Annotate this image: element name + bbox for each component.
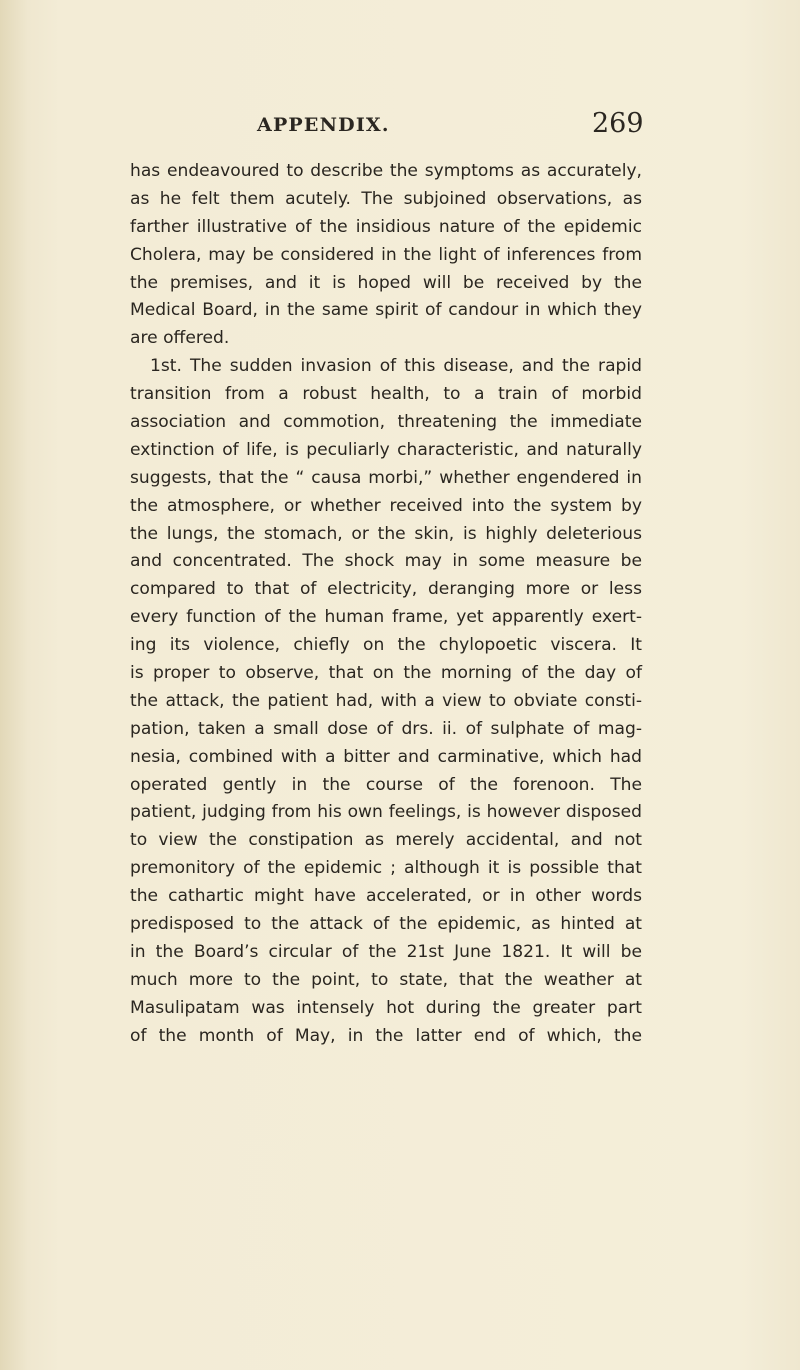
text-line: to view the constipation as merely accidental, and not bbox=[130, 830, 642, 851]
text-line: ing its violence, chiefly on the chylopoetic viscera. It bbox=[130, 635, 642, 656]
text-line: nesia, combined with a bitter and carminative, which had bbox=[130, 746, 642, 767]
text-line: extinction of life, is peculiarly characteristic, and naturally bbox=[130, 439, 642, 460]
text-line: pation, taken a small dose of drs. ii. of sulphate of mag- bbox=[130, 718, 642, 739]
text-line: and concentrated. The shock may in some measure be bbox=[130, 551, 642, 572]
text-line: Masulipatam was intensely hot during the greater part bbox=[130, 997, 642, 1018]
text-line: patient, judging from his own feelings, is however disposed bbox=[130, 802, 642, 823]
text-line: premonitory of the epidemic ; although it is possible that bbox=[130, 858, 642, 879]
text-line: has endeavoured to describe the symptoms as accurately, bbox=[130, 161, 642, 181]
text-line: as he felt them acutely. The subjoined observations, as bbox=[130, 188, 642, 209]
text-line: much more to the point, to state, that the weather at bbox=[130, 969, 642, 990]
page-header bbox=[0, 108, 800, 148]
text-line: in the Board’s circular of the 21st June 1821. It will be bbox=[130, 941, 642, 962]
text-line: farther illustrative of the insidious nature of the epidemic bbox=[130, 216, 642, 237]
paragraph-first-line: 1st. The sudden invasion of this disease, and the rapid bbox=[150, 356, 642, 377]
text-line: Medical Board, in the same spirit of candour in which they bbox=[130, 300, 642, 321]
text-line: operated gently in the course of the forenoon. The bbox=[130, 774, 642, 795]
text-line: compared to that of electricity, deranging more or less bbox=[130, 579, 642, 600]
running-title: APPENDIX. bbox=[257, 114, 390, 136]
text-line: predisposed to the attack of the epidemic, as hinted at bbox=[130, 914, 642, 935]
text-line: of the month of May, in the latter end of which, the bbox=[130, 1025, 642, 1046]
text-line: association and commotion, threatening the immediate bbox=[130, 412, 642, 433]
text-line: the attack, the patient had, with a view to obviate consti- bbox=[130, 690, 642, 711]
page-number: 269 bbox=[592, 108, 644, 139]
text-line: the cathartic might have accelerated, or in other words bbox=[130, 886, 642, 907]
text-line: is proper to observe, that on the morning of the day of bbox=[130, 663, 642, 684]
text-line: the premises, and it is hoped will be received by the bbox=[130, 272, 642, 293]
text-line: the lungs, the stomach, or the skin, is highly deleterious bbox=[130, 523, 642, 544]
text-line: the atmosphere, or whether received into the system by bbox=[130, 495, 642, 516]
text-line: are offered. bbox=[130, 328, 230, 349]
text-line: Cholera, may be considered in the light of inferences from bbox=[130, 244, 642, 265]
text-line: suggests, that the “ causa morbi,” whether engendered in bbox=[130, 467, 642, 488]
body-text bbox=[130, 158, 642, 1051]
text-line: transition from a robust health, to a train of morbid bbox=[130, 384, 642, 405]
text-line: every function of the human frame, yet apparently exert- bbox=[130, 607, 642, 628]
